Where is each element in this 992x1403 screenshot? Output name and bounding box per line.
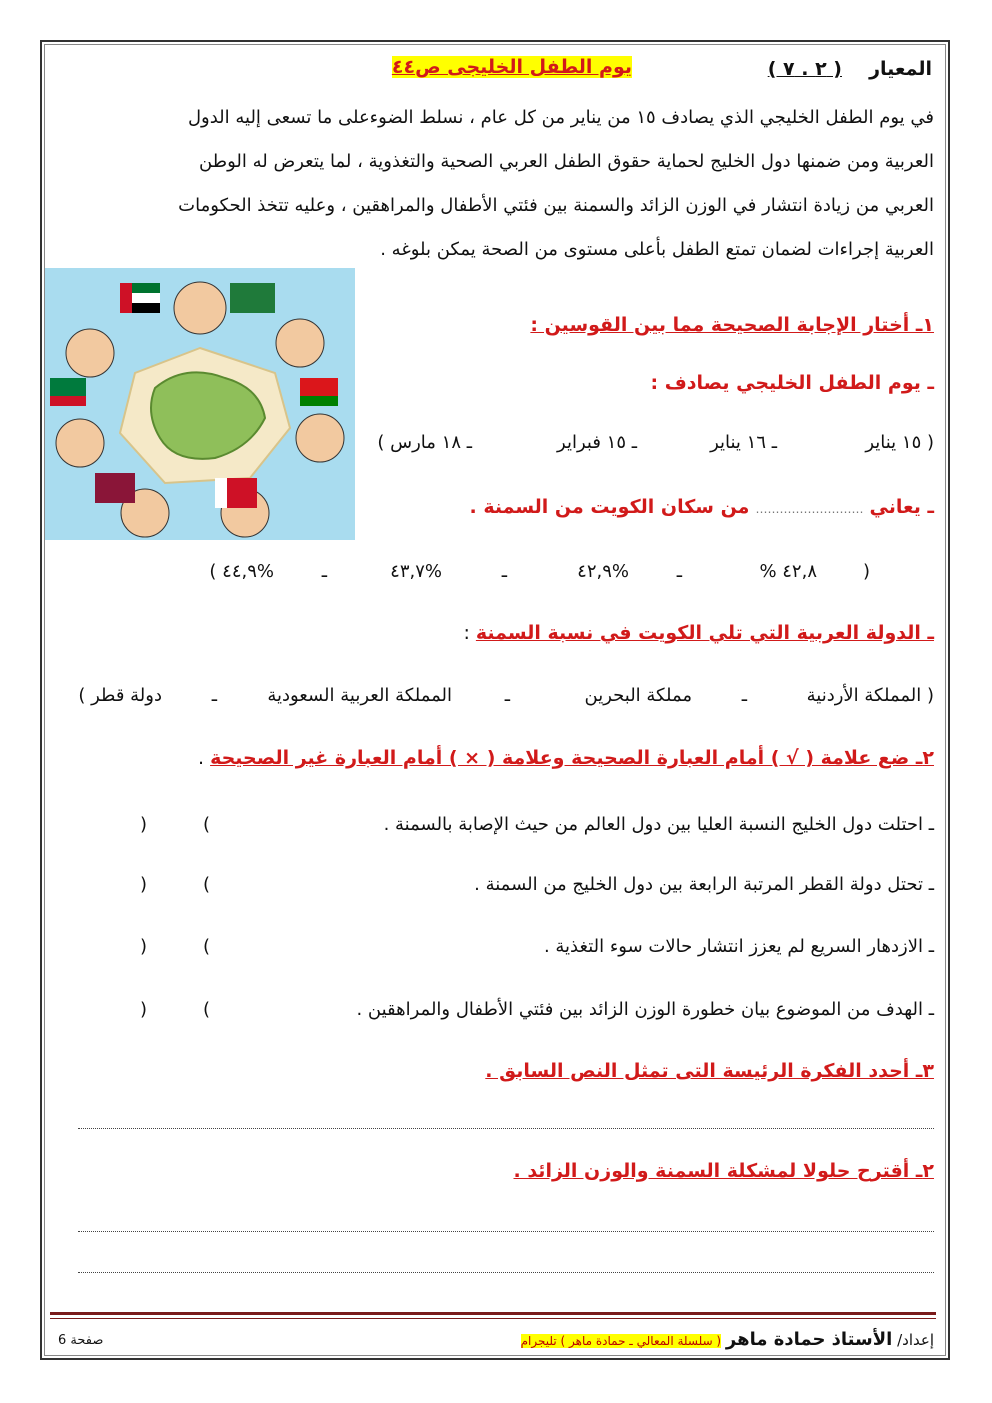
section2-end: . bbox=[197, 747, 205, 769]
q3-colon: : bbox=[463, 622, 470, 644]
tf-statement: ـ احتلت دول الخليج النسبة العليا بين دول العالم من حيث الإصابة بالسمنة . bbox=[383, 814, 934, 835]
q1-option[interactable]: ( ١٥ يناير bbox=[865, 432, 934, 453]
answer-line[interactable] bbox=[78, 1128, 934, 1129]
q3-line bbox=[463, 622, 934, 644]
intro-line: العربي من زيادة انتشار في الوزن الزائد والسمنة بين فئتي الأطفال والمراهقين ، وعليه تتخذ الحكومات bbox=[178, 195, 934, 216]
intro-paragraph bbox=[56, 96, 934, 272]
q2-option: ـ bbox=[501, 561, 507, 582]
footer-credit bbox=[521, 1329, 934, 1350]
q3-option[interactable]: المملكة العربية السعودية bbox=[267, 685, 452, 706]
footer-series: ( سلسلة المعالي ـ حمادة ماهر ) تليجرام bbox=[520, 1334, 722, 1348]
q3-option[interactable]: دولة قطر ) bbox=[78, 685, 162, 706]
tf-statement: ـ الازدهار السريع لم يعزز انتشار حالات سوء التغذية . bbox=[543, 936, 934, 957]
section2-title-line bbox=[198, 747, 934, 769]
flag-saudi bbox=[230, 283, 275, 313]
intro-line: العربية ومن ضمنها دول الخليج لحماية حقوق الطفل العربي الصحية والتغذوية ، لما يتعرض له الوطن bbox=[199, 151, 934, 172]
q2-option[interactable]: %٤٣,٧ bbox=[390, 561, 442, 582]
q2-option: ـ bbox=[676, 561, 682, 582]
q2-prefix: ـ يعاني bbox=[869, 496, 934, 518]
q3-option: ـ bbox=[211, 685, 217, 706]
q2-option[interactable]: %٤٢,٩ bbox=[577, 561, 629, 582]
q2-option[interactable]: %٤٤,٩ ) bbox=[209, 561, 274, 582]
tf-statement: ـ الهدف من الموضوع بيان خطورة الوزن الزائد بين فئتي الأطفال والمراهقين . bbox=[356, 999, 934, 1020]
tf-answer-box[interactable]: ) ( bbox=[140, 999, 210, 1020]
q3-option[interactable]: مملكة البحرين bbox=[584, 685, 692, 706]
section3-title: ٣ـ أحدد الفكرة الرئيسة التى تمثل النص السابق . bbox=[485, 1060, 934, 1082]
page-title: يوم الطفل الخليجى ص٤٤ bbox=[391, 56, 632, 78]
section4-title: ٢ـ أقترح حلولا لمشكلة السمنة والوزن الزائد . bbox=[513, 1160, 934, 1182]
q1-option[interactable]: ـ ١٦ يناير bbox=[710, 432, 777, 453]
flag-qatar bbox=[95, 473, 135, 503]
q1-option[interactable]: ـ ١٨ مارس ) bbox=[377, 432, 472, 453]
footer-divider bbox=[50, 1312, 936, 1315]
standard-code: ( ٢ . ٧ ) bbox=[767, 58, 842, 80]
tf-statement: ـ تحتل دولة القطر المرتبة الرابعة بين دول الخليج من السمنة . bbox=[474, 874, 934, 895]
q2-option: ـ bbox=[321, 561, 327, 582]
q3-option[interactable]: ( المملكة الأردنية bbox=[806, 685, 934, 706]
q1-option[interactable]: ـ ١٥ فبراير bbox=[557, 432, 637, 453]
intro-line: العربية إجراءات لضمان تمتع الطفل بأعلى مستوى من الصحة يمكن بلوغه . bbox=[380, 239, 934, 260]
standard-label: المعيار bbox=[869, 58, 932, 80]
q2-line bbox=[469, 496, 934, 518]
answer-line[interactable] bbox=[78, 1231, 934, 1232]
page-number: صفحة 6 bbox=[58, 1333, 104, 1348]
footer-divider bbox=[50, 1318, 936, 1319]
q3-text: ـ الدولة العربية التي تلي الكويت في نسبة السمنة bbox=[475, 622, 934, 644]
footer-prefix: إعداد/ bbox=[897, 1331, 934, 1349]
q2-option[interactable]: ٤٢,٨ % bbox=[759, 561, 817, 582]
gulf-children-illustration bbox=[45, 268, 355, 540]
section2-title: ٢ـ ضع علامة ( √ ) أمام العبارة الصحيحة وعلامة ( × ) أمام العبارة غير الصحيحة bbox=[210, 747, 934, 769]
q2-suffix: من سكان الكويت من السمنة . bbox=[469, 496, 750, 518]
tf-answer-box[interactable]: ) ( bbox=[140, 936, 210, 957]
q2-dots[interactable]: ……………………… bbox=[755, 502, 864, 516]
q3-option: ـ bbox=[504, 685, 510, 706]
answer-line[interactable] bbox=[78, 1272, 934, 1273]
footer-author: الأستاذ حمادة ماهر bbox=[725, 1329, 893, 1350]
tf-answer-box[interactable]: ) ( bbox=[140, 814, 210, 835]
tf-answer-box[interactable]: ) ( bbox=[140, 874, 210, 895]
q3-option: ـ bbox=[741, 685, 747, 706]
q2-option: ( bbox=[862, 561, 870, 582]
q1-text: ـ يوم الطفل الخليجي يصادف : bbox=[650, 372, 934, 394]
section1-title: ١ـ أختار الإجابة الصحيحة مما بين القوسين : bbox=[530, 314, 934, 336]
intro-line: في يوم الطفل الخليجي الذي يصادف ١٥ من يناير من كل عام ، نسلط الضوءعلى ما تسعى إليه الدول bbox=[187, 107, 934, 128]
